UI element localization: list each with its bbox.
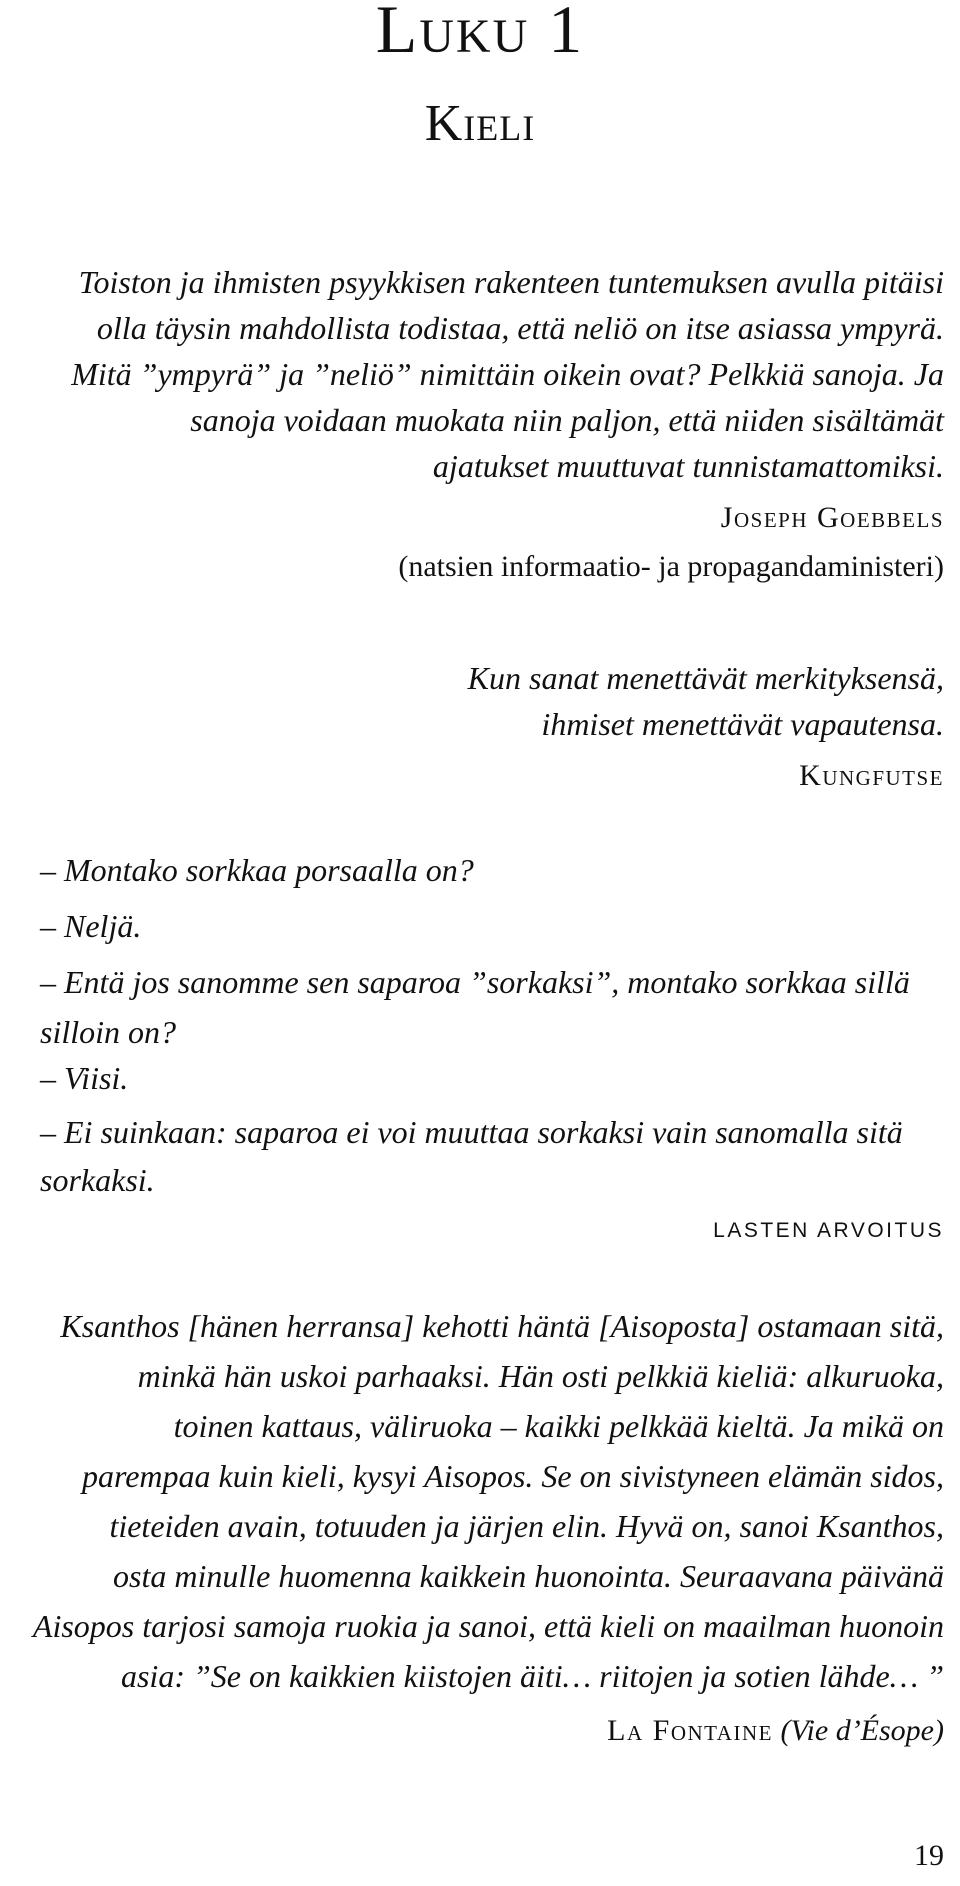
epigraph-line: Aisopos tarjosi samoja ruokia ja sanoi, että kieli on maailman huonoin (32, 1608, 944, 1644)
epigraph-author: Joseph Goebbels (720, 501, 944, 534)
chapter-subtitle: Kieli (424, 95, 536, 152)
dialogue-line: – Ei suinkaan: saparoa ei voi muuttaa sorkaksi vain sanomalla sitä (40, 1114, 903, 1150)
dialogue-line: – Viisi. (40, 1060, 129, 1096)
epigraph-line: Ksanthos [hänen herransa] kehotti häntä [Aisoposta] ostamaan sitä, (60, 1308, 944, 1344)
epigraph-author: LASTEN ARVOITUS (713, 1219, 944, 1242)
epigraph-line: osta minulle huomenna kaikkein huonointa. Seuraavana päivänä (113, 1558, 944, 1594)
epigraph-line: Mitä ”ympyrä” ja ”neliö” nimittäin oikein ovat? Pelkkiä sanoja. Ja (71, 356, 944, 392)
epigraph-author: Kungfutse (799, 759, 944, 792)
epigraph-line: Kun sanat menettävät merkityksensä, (467, 660, 944, 696)
dialogue-line: – Montako sorkkaa porsaalla on? (40, 852, 474, 888)
epigraph-line: sanoja voidaan muokata niin paljon, että niiden sisältämät (190, 402, 944, 438)
dialogue-line: – Entä jos sanomme sen saparoa ”sorkaksi”, montako sorkkaa sillä (40, 964, 910, 1000)
chapter-title: Luku 1 (375, 0, 585, 67)
epigraph-source: (Vie d’Ésope) (780, 1714, 944, 1747)
page-number: 19 (914, 1839, 944, 1872)
epigraph-line: Toiston ja ihmisten psyykkisen rakenteen tuntemuksen avulla pitäisi (78, 264, 944, 300)
epigraph-line: asia: ”Se on kaikkien kiistojen äiti… riitojen ja sotien lähde… ” (120, 1658, 944, 1694)
dialogue-line: – Neljä. (40, 908, 142, 944)
epigraph-author-note: (natsien informaatio- ja propagandaministeri) (398, 550, 944, 583)
epigraph-line: olla täysin mahdollista todistaa, että neliö on itse asiassa ympyrä. (96, 310, 944, 346)
epigraph-line: ihmiset menettävät vapautensa. (541, 706, 944, 742)
epigraph-author: La Fontaine (607, 1714, 773, 1747)
epigraph-line: minkä hän uskoi parhaaksi. Hän osti pelkkiä kieliä: alkuruoka, (137, 1358, 944, 1394)
epigraph-line: ajatukset muuttuvat tunnistamattomiksi. (432, 448, 944, 484)
dialogue-line: silloin on? (40, 1014, 177, 1050)
epigraph-line: parempaa kuin kieli, kysyi Aisopos. Se on sivistyneen elämän sidos, (81, 1458, 944, 1494)
epigraph-line: toinen kattaus, väliruoka – kaikki pelkkää kieltä. Ja mikä on (173, 1408, 944, 1444)
epigraph-line: tieteiden avain, totuuden ja järjen elin. Hyvä on, sanoi Ksanthos, (109, 1508, 944, 1544)
dialogue-line: sorkaksi. (40, 1162, 155, 1198)
epigraph-attribution (607, 1712, 944, 1750)
